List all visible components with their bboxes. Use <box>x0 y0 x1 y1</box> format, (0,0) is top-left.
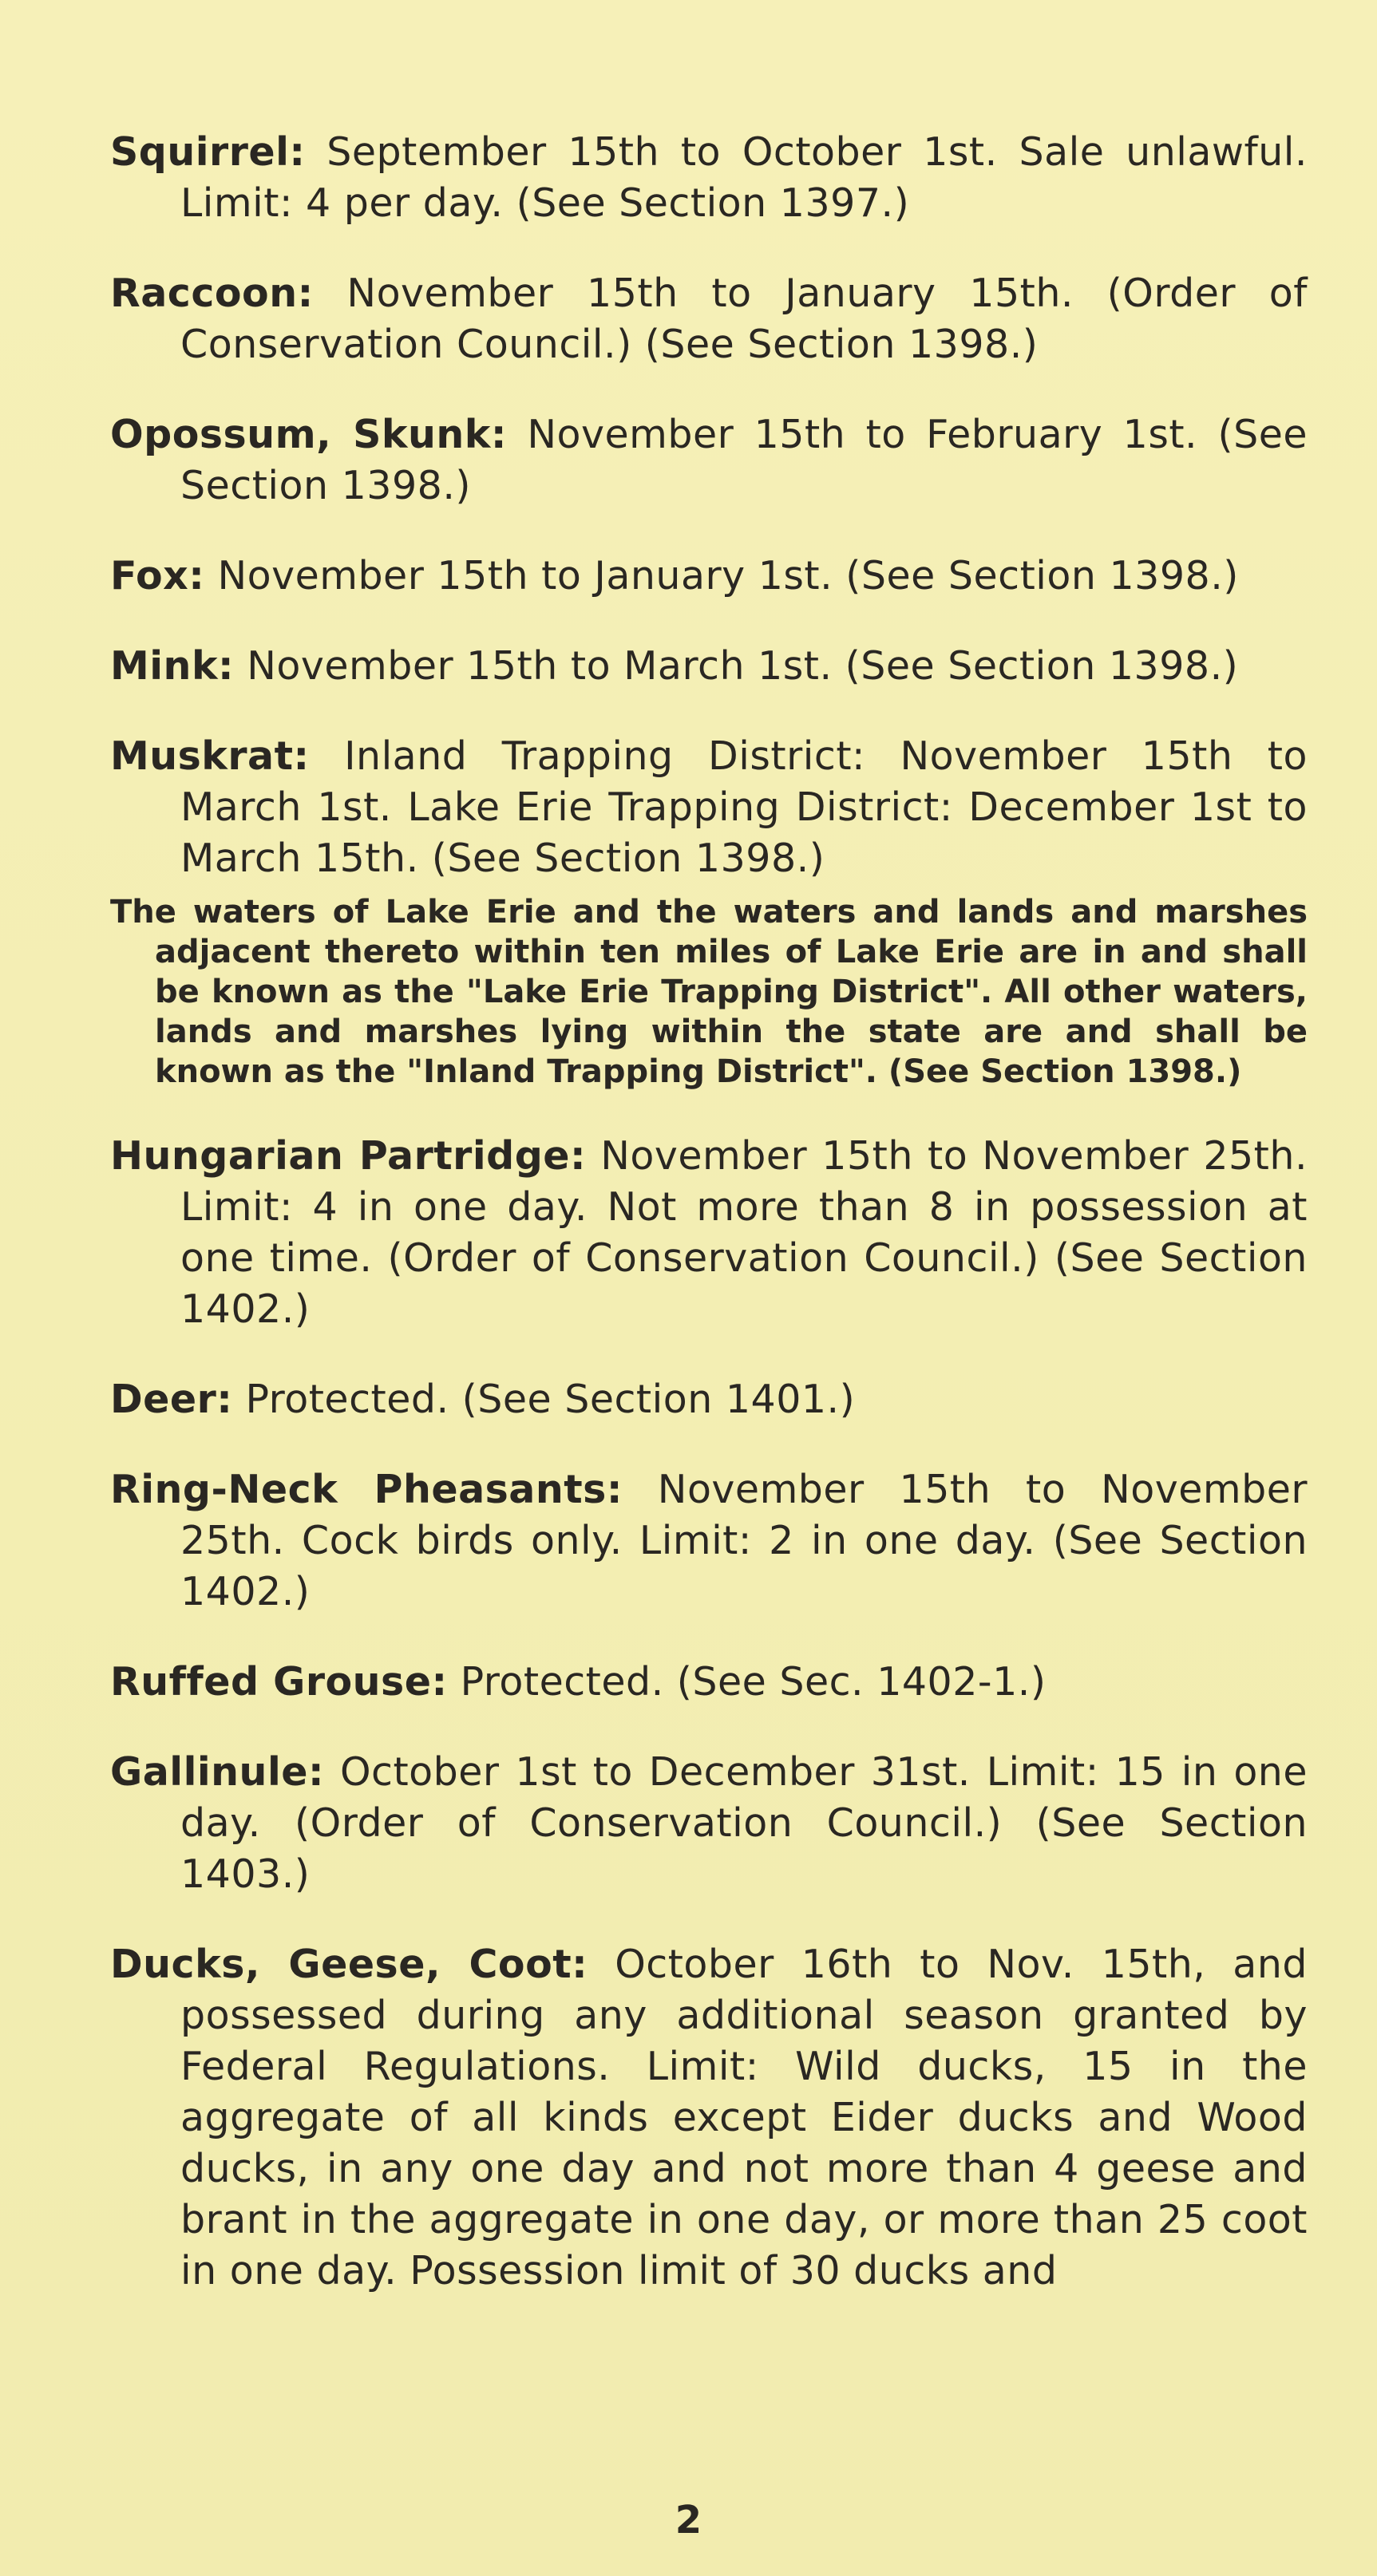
entry-name: Hungarian Partridge: <box>110 1133 587 1179</box>
entry-text: November 15th to January 1st. (See Section 1398.) <box>217 553 1239 599</box>
entry-name: Squirrel: <box>110 129 306 175</box>
entry-ring-neck-pheasants <box>110 1464 1308 1618</box>
entry-text: November 15th to March 1st. (See Section 1398.) <box>247 643 1239 689</box>
entry-hungarian-partridge <box>110 1131 1308 1335</box>
entry-text: October 16th to Nov. 15th, and possessed during any additional season granted by Federal Regulations. Limit: Wild ducks, 15 in the aggregate of all kinds except Eider ducks and Wood ducks, in any one day and not more than 4 geese and brant in the aggregate in one day, or more than 25 coot in one day. Possession limit of 30 ducks and <box>180 1942 1308 2294</box>
game-seasons-list <box>110 88 1308 2305</box>
entry-text: October 1st to December 31st. Limit: 15 in one day. (Order of Conservation Council.) (See Section 1403.) <box>180 1749 1308 1897</box>
entry-opossum-skunk <box>110 409 1308 512</box>
entry-text: Protected. (See Sec. 1402-1.) <box>460 1659 1047 1705</box>
entry-text: November 15th to February 1st. (See Section 1398.) <box>180 412 1308 508</box>
entry-deer <box>110 1374 1308 1425</box>
entry-text: Protected. (See Section 1401.) <box>245 1377 856 1422</box>
entry-text: Inland Trapping District: November 15th to March 1st. Lake Erie Trapping District: December 1st to March 15th. (See Section 1398.) <box>180 733 1308 881</box>
page-number: 2 <box>675 2498 702 2542</box>
entry-squirrel <box>110 127 1308 229</box>
entry-name: Raccoon: <box>110 271 314 316</box>
entry-raccoon <box>110 268 1308 370</box>
entry-text: November 15th to January 15th. (Order of Conservation Council.) (See Section 1398.) <box>180 271 1308 367</box>
entry-gallinule <box>110 1747 1308 1900</box>
entry-name: Ring-Neck Pheasants: <box>110 1467 623 1512</box>
entry-name: Mink: <box>110 643 235 689</box>
entry-text: September 15th to October 1st. Sale unlawful. Limit: 4 per day. (See Section 1397.) <box>180 129 1308 226</box>
entry-mink <box>110 641 1308 692</box>
entry-muskrat <box>110 731 1308 884</box>
entry-ducks-geese-coot <box>110 1939 1308 2297</box>
entry-ruffed-grouse <box>110 1657 1308 1708</box>
entry-text: November 15th to November 25th. Limit: 4 in one day. Not more than 8 in possession at one time. (Order of Conservation Council.) (See Section 1402.) <box>180 1133 1308 1332</box>
entry-name: Ruffed Grouse: <box>110 1659 448 1705</box>
entry-fox <box>110 551 1308 602</box>
entry-name: Opossum, Skunk: <box>110 412 507 457</box>
entry-text: November 15th to November 25th. Cock birds only. Limit: 2 in one day. (See Section 1402.) <box>180 1467 1308 1614</box>
entry-name: Gallinule: <box>110 1749 325 1795</box>
entry-name: Ducks, Geese, Coot: <box>110 1942 588 1987</box>
entry-name: Deer: <box>110 1377 233 1422</box>
entry-name: Muskrat: <box>110 733 310 779</box>
trapping-district-note: The waters of Lake Erie and the waters and lands and marshes adjacent thereto within ten miles of Lake Erie are in and shall be known as the "Lake Erie Trapping District". All other waters, lands and marshes lying within the state are and shall be known as the "Inland Trapping District". (See Section 1398.) <box>110 894 1308 1090</box>
entry-name: Fox: <box>110 553 205 599</box>
